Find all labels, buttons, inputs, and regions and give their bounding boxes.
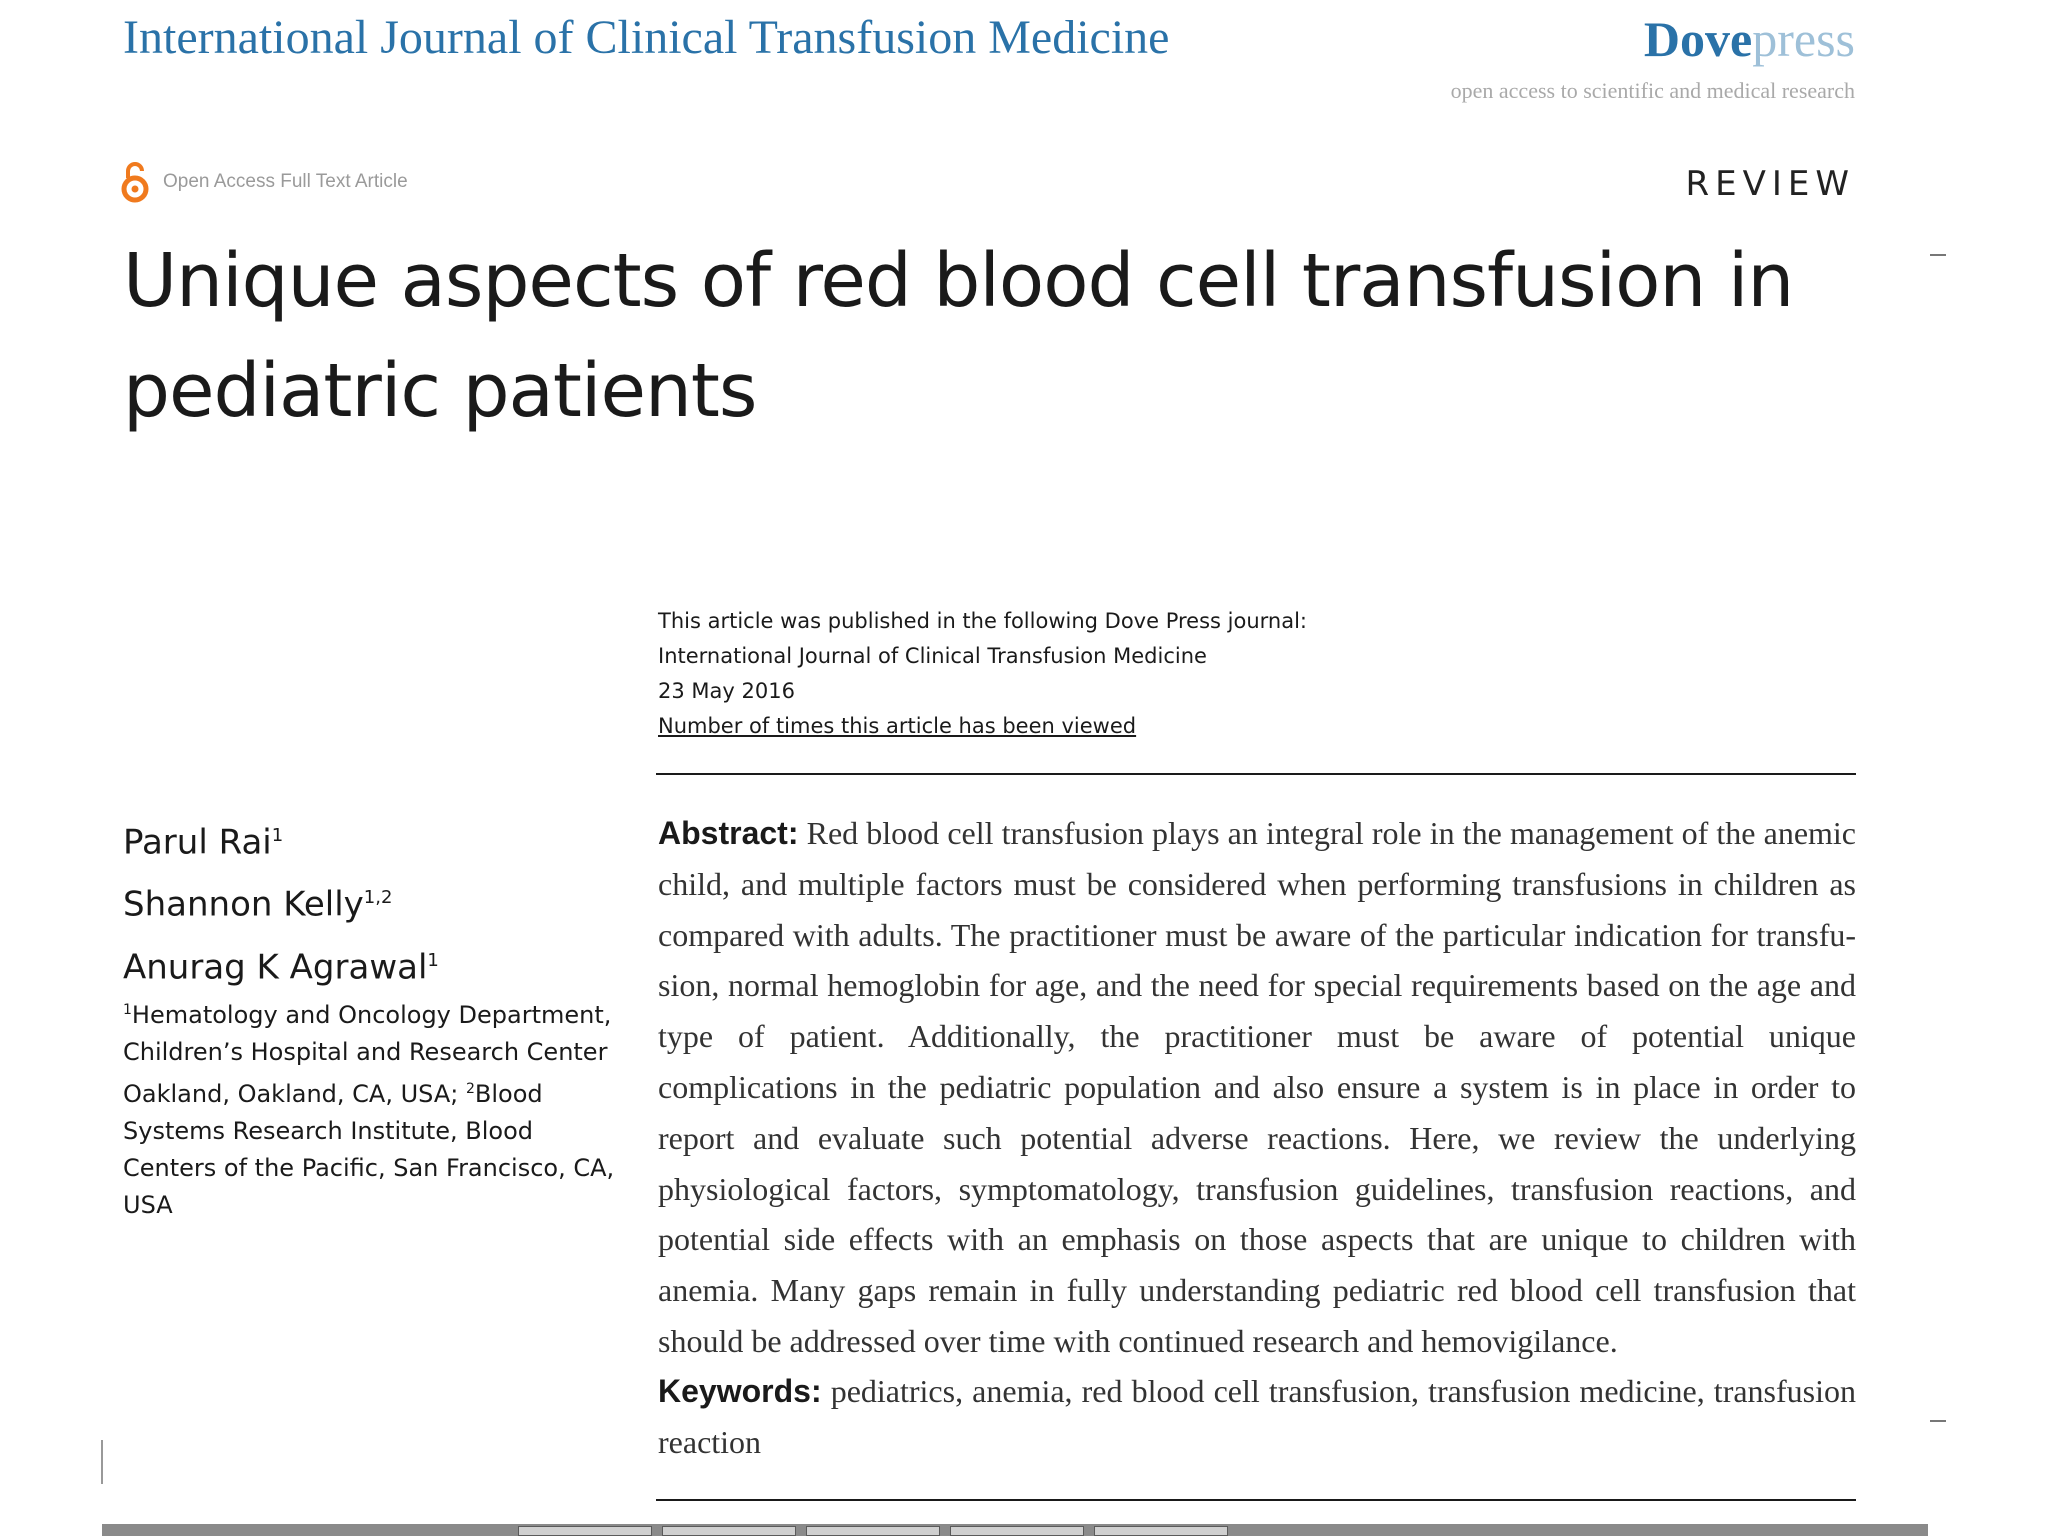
toolbar-tab[interactable] bbox=[806, 1526, 940, 1536]
publisher-tagline: open access to scientific and medical research bbox=[1450, 78, 1855, 103]
open-access-label: Open Access Full Text Article bbox=[163, 171, 408, 192]
author-item bbox=[123, 870, 439, 932]
affiliations bbox=[123, 992, 623, 1224]
publication-journal: International Journal of Clinical Transfusion Medicine bbox=[658, 644, 1207, 668]
author-item bbox=[123, 808, 439, 870]
affil-text: Hematology and Oncology Department, Children’s Hospital and Research Center Oakland, Oakland, CA, USA; bbox=[123, 1001, 612, 1108]
keywords-label: Keywords: bbox=[658, 1373, 822, 1409]
publication-date: 23 May 2016 bbox=[658, 679, 795, 703]
views-link[interactable]: Number of times this article has been viewed bbox=[658, 714, 1137, 738]
author-name: Shannon Kelly bbox=[123, 884, 364, 925]
author-list bbox=[123, 808, 439, 995]
toolbar-tab[interactable] bbox=[950, 1526, 1084, 1536]
keywords-text: pediatrics, anemia, red blood cell transfusion, transfusion medicine, transfusion reaction bbox=[658, 1373, 1857, 1460]
author-affil: 1 bbox=[271, 825, 284, 846]
bottom-divider bbox=[656, 1499, 1856, 1501]
article-type: REVIEW bbox=[1685, 164, 1855, 204]
affil-sup: 2 bbox=[465, 1081, 475, 1097]
publication-line: This article was published in the following Dove Press journal: bbox=[658, 609, 1307, 633]
toolbar-tab[interactable] bbox=[518, 1526, 652, 1536]
page-edge-mark bbox=[101, 1440, 103, 1484]
publisher-name bbox=[1451, 10, 1855, 68]
toolbar-strip[interactable] bbox=[102, 1524, 1928, 1536]
author-affil: 1,2 bbox=[363, 887, 393, 909]
author-item bbox=[123, 933, 439, 995]
abstract bbox=[658, 808, 1856, 1367]
abstract-label: Abstract: bbox=[658, 815, 799, 851]
author-name: Parul Rai bbox=[123, 822, 272, 863]
publication-info bbox=[658, 604, 1307, 744]
open-access-lock-icon bbox=[121, 160, 149, 204]
top-divider bbox=[656, 773, 1856, 775]
edge-mark bbox=[1930, 254, 1946, 256]
publisher-logo[interactable] bbox=[1451, 10, 1855, 104]
toolbar-tab[interactable] bbox=[662, 1526, 796, 1536]
brand-press: press bbox=[1752, 11, 1855, 67]
open-access-badge bbox=[121, 160, 408, 204]
article-title: Unique aspects of red blood cell transfusion in pediatric patients bbox=[123, 238, 1794, 434]
toolbar-tab[interactable] bbox=[1094, 1526, 1228, 1536]
journal-title: International Journal of Clinical Transfusion Medicine bbox=[123, 11, 1170, 64]
author-name: Anurag K Agrawal bbox=[123, 946, 428, 987]
author-affil: 1 bbox=[427, 949, 439, 971]
keywords bbox=[658, 1366, 1856, 1468]
edge-mark bbox=[1930, 1420, 1946, 1422]
affil-sup: 1 bbox=[123, 1002, 132, 1018]
abstract-text: Red blood cell transfusion plays an integral role in the management of the anemic child, and multiple factors must be considered when performing transfusions in children as compared with adults. The practitioner must be aware of the particular indication for transfusion, normal hemoglobin for age, and the need for special requirements based on the age and type of patient. Additionally, the practitioner must be aware of potential unique complications in the pediatric population and also ensure a system is in place in order to report and evaluate such potential adverse reactions. Here, we review the underlying physiological factors, symptomatology, transfusion guidelines, transfusion reactions, and potential side effects with an emphasis on those aspects that are unique to children with anemia. Many gaps remain in fully understanding pediatric red blood cell transfusion that should be addressed over time with continued research and hemovigilance. bbox=[658, 815, 1857, 1359]
brand-dove: Dove bbox=[1643, 11, 1753, 67]
affil-text: Blood Systems Research Institute, Blood Centers of the Pacific, San Francisco, CA, USA bbox=[123, 1080, 615, 1219]
